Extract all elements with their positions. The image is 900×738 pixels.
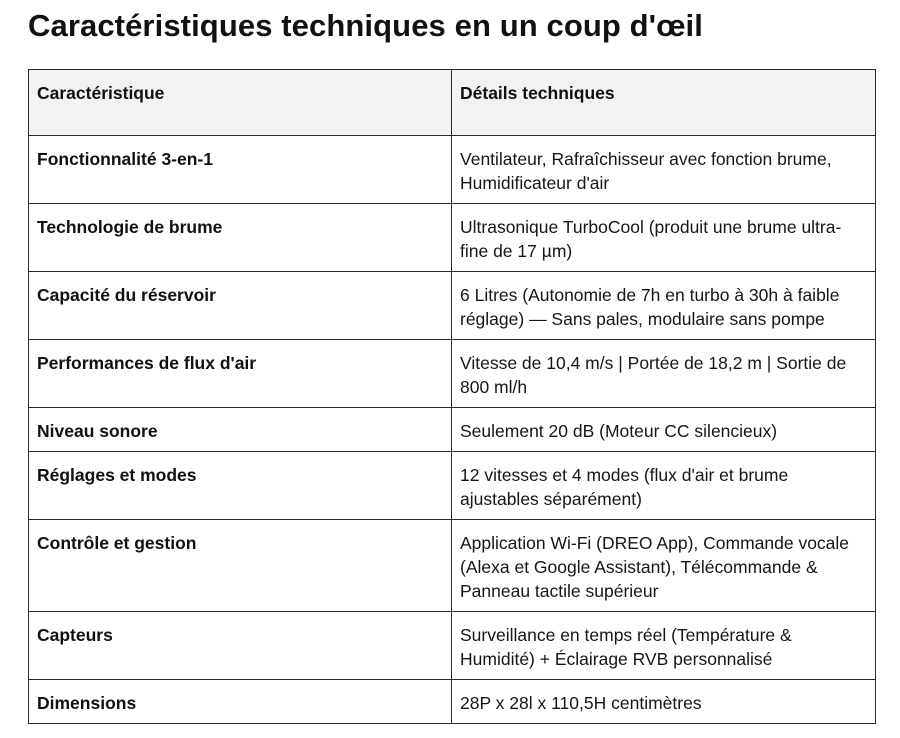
table-row [29,136,876,204]
details-cell: 6 Litres (Autonomie de 7h en turbo à 30h à faible réglage) — Sans pales, modulaire sans pompe [452,272,876,340]
feature-cell: Technologie de brume [29,204,452,272]
table-row [29,340,876,408]
header-row [29,70,876,136]
feature-cell: Performances de flux d'air [29,340,452,408]
table-row [29,408,876,452]
table-row [29,680,876,724]
table-row [29,612,876,680]
details-cell: Ventilateur, Rafraîchisseur avec fonction brume, Humidificateur d'air [452,136,876,204]
specs-table [28,69,876,724]
table-header [29,70,876,136]
details-cell: Surveillance en temps réel (Température & Humidité) + Éclairage RVB personnalisé [452,612,876,680]
table-row [29,452,876,520]
details-cell: Ultrasonique TurboCool (produit une brume ultra-fine de 17 µm) [452,204,876,272]
table-row [29,272,876,340]
column-header-feature: Caractéristique [29,70,452,136]
feature-cell: Fonctionnalité 3-en-1 [29,136,452,204]
details-cell: 28P x 28l x 110,5H centimètres [452,680,876,724]
details-cell: Application Wi-Fi (DREO App), Commande vocale (Alexa et Google Assistant), Télécommande & Panneau tactile supérieur [452,520,876,612]
feature-cell: Capacité du réservoir [29,272,452,340]
details-cell: 12 vitesses et 4 modes (flux d'air et brume ajustables séparément) [452,452,876,520]
feature-cell: Réglages et modes [29,452,452,520]
table-row [29,520,876,612]
details-cell: Vitesse de 10,4 m/s | Portée de 18,2 m | Sortie de 800 ml/h [452,340,876,408]
feature-cell: Niveau sonore [29,408,452,452]
table-row [29,204,876,272]
column-header-details: Détails techniques [452,70,876,136]
page-title: Caractéristiques techniques en un coup d'œil [28,8,703,43]
feature-cell: Contrôle et gestion [29,520,452,612]
table-body [29,136,876,724]
details-cell: Seulement 20 dB (Moteur CC silencieux) [452,408,876,452]
feature-cell: Capteurs [29,612,452,680]
feature-cell: Dimensions [29,680,452,724]
